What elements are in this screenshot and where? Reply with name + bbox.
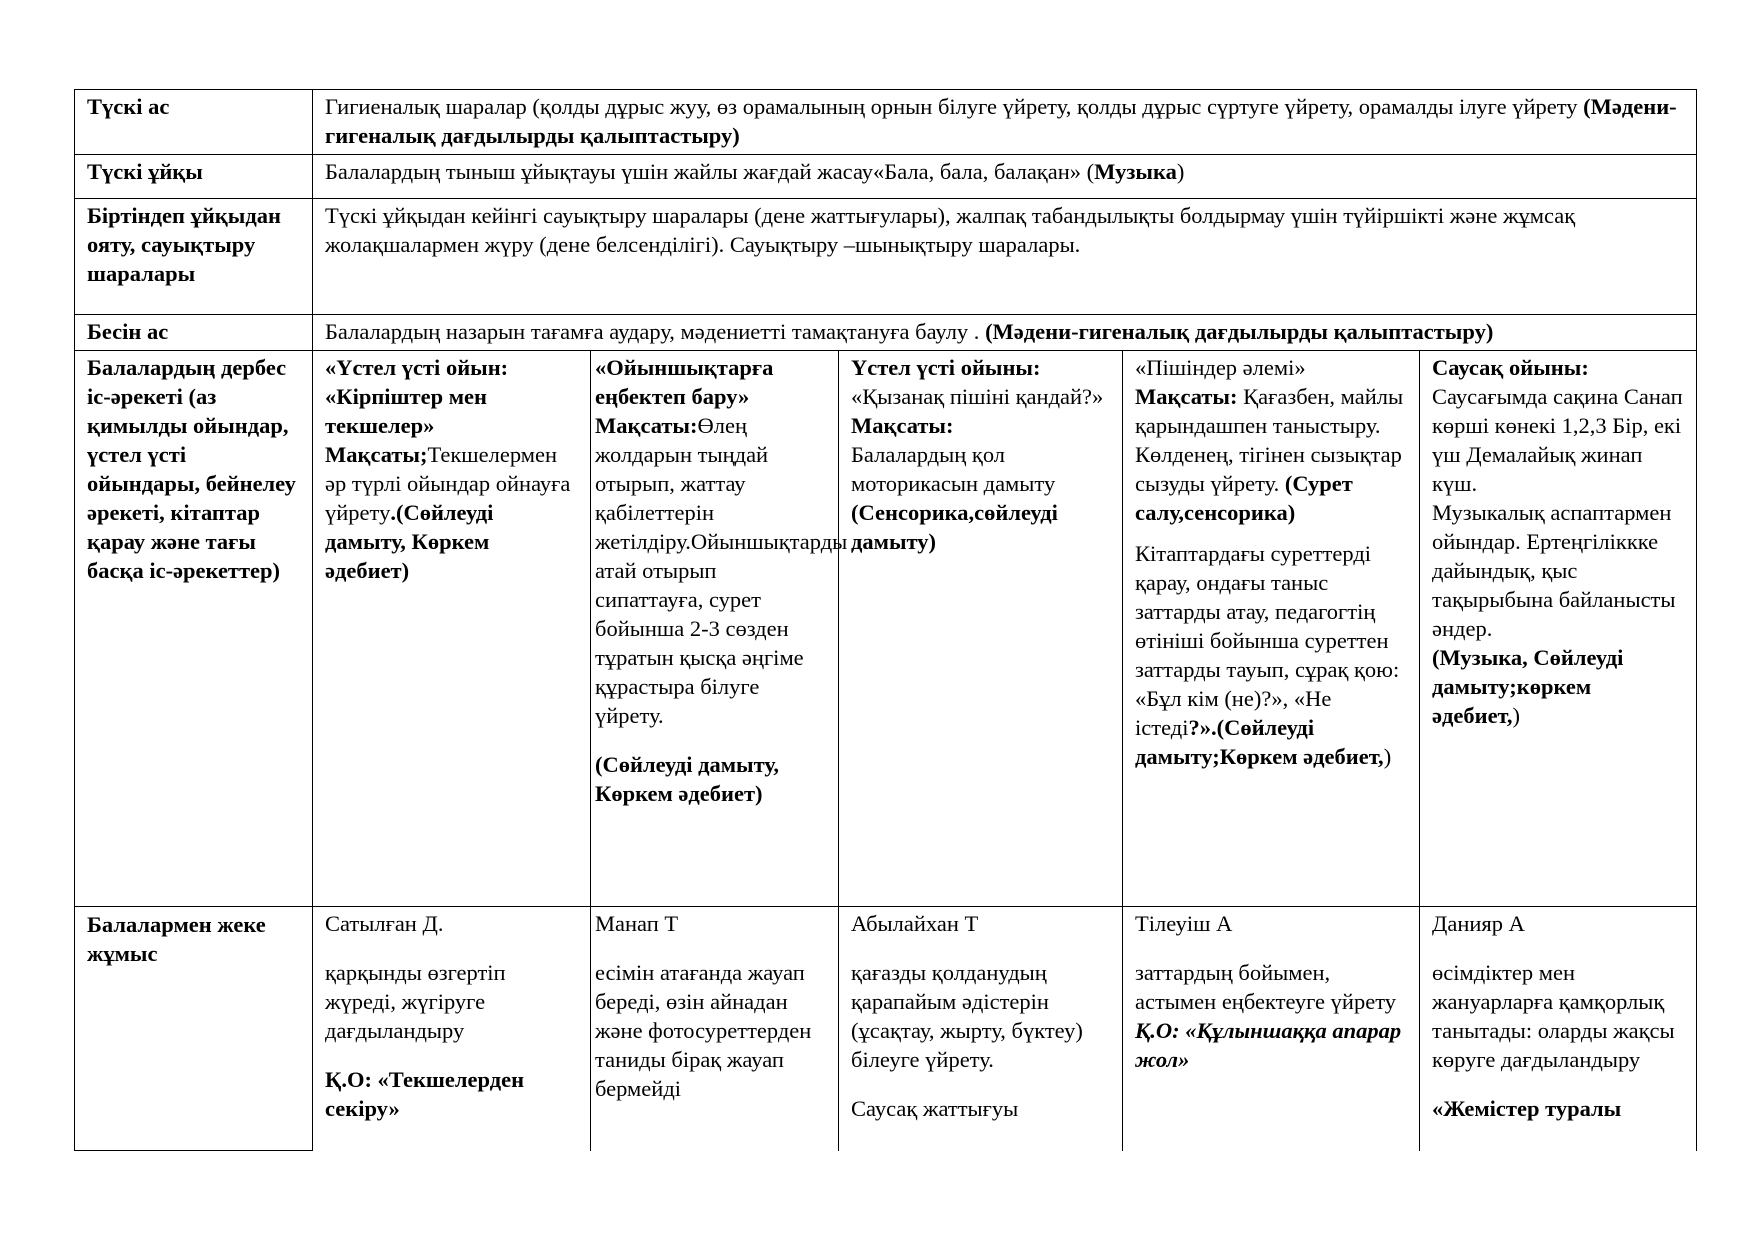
goal-label: Мақсаты: (595, 413, 698, 438)
individual-task: заттардың бойымен, астымен еңбектеуге үйрету (1135, 960, 1396, 1014)
goal-text: Текшелермен әр түрлі ойындар ойнауға үйрету (325, 442, 571, 525)
lunch-area: (Мәдени-гигеналық дағдылырды қалыптастыру) (325, 94, 1677, 148)
activity-title: Саусақ ойыны: (1432, 355, 1589, 380)
lunch-text: Гигиеналық шаралар (қолды дұрыс жуу, өз орамалының орнын білуге үйрету, қолды дұрыс сүртуге үйрету, орамалды ілуге үйрету (325, 94, 1584, 119)
child-name: Данияр А (1432, 911, 1525, 936)
individual-monday (313, 907, 591, 1151)
nap-tail: ) (1176, 159, 1185, 184)
individual-task: қарқынды өзгертіп жүреді, жүгіруге дағдыландыру (325, 960, 506, 1043)
wake-description: Түскі ұйқыдан кейінгі сауықтыру шаралары (дене жаттығулары), жалпақ табандылықты болдырмау үшін түйіршікті және жұмсақ жолақшалармен жүру (дене белсенділігі). Сауықтыру –шынықтыру шаралары. (313, 199, 1697, 315)
individual-game: Қ.О: «Текшелерден секіру» (325, 1067, 525, 1121)
row-label-individual: Балалармен жеке жұмыс (75, 907, 313, 1151)
books-tail: ) (1383, 744, 1392, 769)
row-label-snack: Бесін ас (75, 315, 313, 351)
activity-wednesday (839, 351, 1123, 907)
nap-description (313, 155, 1697, 199)
goal-tail: ) (1512, 703, 1521, 728)
row-wake (75, 199, 1697, 315)
activity-goal (325, 440, 578, 585)
child-name: Тілеуіш А (1135, 911, 1233, 936)
lunch-description (313, 90, 1697, 155)
goal-areas: (Сурет салу,сенсорика) (1135, 471, 1353, 525)
snack-description (313, 315, 1697, 351)
activity-goal (595, 411, 848, 730)
goal-text: Қағазбен, майлы қарындашпен таныстыру. Көлденең, тігінен сызықтар сызуды үйрету. (1135, 384, 1404, 496)
activity-friday (1420, 351, 1697, 907)
goal-label: Мақсаты: (851, 413, 954, 438)
goal-areas-line (1432, 643, 1684, 730)
row-individual (75, 907, 1697, 1151)
individual-game: «Жемістер туралы (1432, 1096, 1622, 1121)
activity-title: Үстел үсті ойыны: (851, 355, 1041, 380)
goal-text: Өлең жолдарын тыңдай отырып, жаттау қабілеттерін жетілдіру.Ойыншықтарды атай отырып сипаттауға, сурет бойынша 2-3 сөзден тұратын қысқа әңгіме құрастыра білуге үйрету. (595, 413, 848, 728)
schedule-page (74, 89, 1696, 1151)
goal-areas: (Музыка, Сөйлеуді дамыту;көркем әдебиет, (1432, 645, 1624, 728)
goal-text: Балалардың қол моторикасын дамыту (851, 442, 1056, 496)
activity-monday (313, 351, 591, 907)
music-games-text: Музыкалық аспаптармен ойындар. Ертеңгіліккке дайындық, қыс тақырыбына байланысты әндер. (1432, 500, 1676, 641)
goal-areas: .(Сөйлеуді дамыту, Көркем әдебиет) (325, 500, 494, 583)
row-label-lunch: Түскі ас (75, 90, 313, 155)
nap-area: Музыка (1094, 159, 1177, 184)
books-areas: ?».(Сөйлеуді дамыту;Көркем әдебиет, (1135, 715, 1384, 769)
finger-game-text: Саусағымда сақина Санап көрші көнекі 1,2,3 Бір, екі үш Демалайық жинап күш. (1432, 384, 1683, 496)
activity-title: «Үстел үсті ойын: «Кірпіштер мен текшелер» (325, 355, 509, 438)
individual-task: есімін атағанда жауап береді, өзін айнадан және фотосуреттерден таниды бірақ жауап бермейді (595, 960, 812, 1101)
row-lunch (75, 90, 1697, 155)
goal-areas: (Сөйлеуді дамыту, Көркем әдебиет) (595, 752, 779, 806)
individual-game: Қ.О: «Құлыншаққа апарар жол» (1135, 1018, 1402, 1072)
individual-friday (1420, 907, 1697, 1151)
individual-thursday (1123, 907, 1420, 1151)
snack-area: (Мәдени-гигеналық дағдылырды қалыптастыру) (985, 319, 1494, 344)
activity-tuesday (591, 351, 848, 907)
goal-label: Мақсаты; (325, 442, 428, 467)
nap-text: Балалардың тыныш ұйықтауы үшін жайлы жағдай жасау«Бала, бала, балақан» ( (325, 159, 1095, 184)
books-text: Кітаптардағы суреттерді қарау, ондағы таныс заттарды атау, педагогтің өтініші бойынша суреттен заттарды тауып, сұрақ қою: «Бұл кім (не)?», «Не істеді (1135, 541, 1400, 740)
row-label-nap: Түскі ұйқы (75, 155, 313, 199)
child-name: Манап Т (595, 911, 679, 936)
individual-wednesday (839, 907, 1123, 1151)
goal-label: Мақсаты: (1135, 384, 1238, 409)
individual-exercise: Саусақ жаттығуы (851, 1096, 1019, 1121)
activity-title: «Ойыншықтарға еңбектеп бару» (595, 355, 774, 409)
individual-task: қағазды қолданудың қарапайым әдістерін (ұсақтау, жырту, бүктеу) білеуге үйрету. (851, 960, 1083, 1072)
activity-books (1135, 539, 1407, 771)
activity-thursday (1123, 351, 1420, 907)
child-name: Сатылған Д. (325, 911, 444, 936)
row-label-wake: Біртіндеп ұйқыдан ояту, сауықтыру шаралары (75, 199, 313, 315)
row-nap (75, 155, 1697, 199)
individual-tuesday (591, 907, 839, 1151)
snack-text: Балалардың назарын тағамға аудару, мәдениетті тамақтануға баулу . (325, 319, 986, 344)
activity-goal (1135, 382, 1407, 527)
child-name: Абылайхан Т (851, 911, 979, 936)
individual-task: өсімдіктер мен жануарларға қамқорлық танытады: оларды жақсы көруге дағдыландыру (1432, 960, 1675, 1072)
activity-game: «Қызанақ пішіні қандай?» (851, 384, 1104, 409)
daily-schedule-table (74, 89, 1697, 1151)
row-snack (75, 315, 1697, 351)
activity-title: «Пішіндер әлемі» (1135, 355, 1306, 380)
row-label-activity: Балалардың дербес іс-әрекеті (аз қимылды ойындар, үстел үсті ойындары, бейнелеу әрекеті, кітаптар қарау және тағы басқа іс-әрекеттер) (75, 351, 313, 907)
row-activity (75, 351, 1697, 907)
goal-areas: (Сенсорика,сөйлеуді дамыту) (851, 500, 1058, 554)
